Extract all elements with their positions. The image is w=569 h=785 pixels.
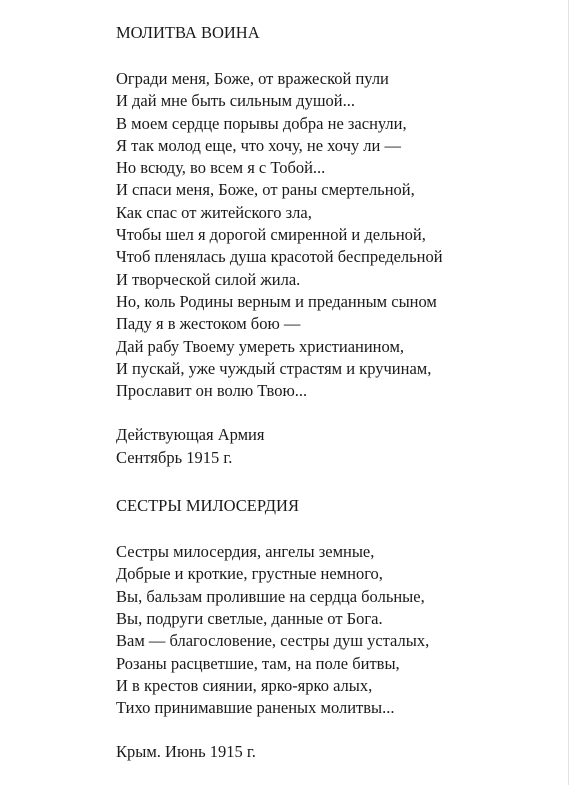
poem-section [116, 22, 556, 469]
poem-line: Но, коль Родины верным и преданным сыном [116, 291, 437, 311]
poem-section [116, 495, 556, 764]
poem-line: Вам — благословение, сестры душ усталых, [116, 631, 430, 651]
signature-place-date: Крым. Июнь 1915 г. [116, 742, 256, 762]
poem-line: Тихо принимавшие раненых молитвы... [116, 698, 395, 718]
poem-line: И творческой силой жила. [116, 269, 301, 289]
poem-line: Как спас от житейского зла, [116, 202, 312, 222]
poem-line: И пускай, уже чуждый страстям и кручинам, [116, 358, 432, 378]
poem-signature [116, 424, 556, 469]
poem-line: Но всюду, во всем я с Тобой... [116, 158, 326, 178]
signature-date: Сентябрь 1915 г. [116, 447, 233, 467]
poem-body [116, 541, 556, 719]
poem-line: Прославит он волю Твою... [116, 381, 308, 401]
poem-line: Вы, бальзам пролившие на сердца больные, [116, 586, 425, 606]
poem-line: Дай рабу Твоему умереть христианином, [116, 336, 405, 356]
poem-line: Вы, подруги светлые, данные от Бога. [116, 608, 383, 628]
poem-line: Я так молод еще, что хочу, не хочу ли — [116, 135, 401, 155]
poem-line: Добрые и кроткие, грустные немного, [116, 564, 383, 584]
poem-line: И спаси меня, Боже, от раны смертельной, [116, 180, 415, 200]
poem-separator [116, 469, 556, 495]
poem-line: В моем сердце порывы добра не заснули, [116, 113, 407, 133]
poem-line: Чтоб пленялась душа красотой беспредельной [116, 247, 443, 267]
poem-title: СЕСТРЫ МИЛОСЕРДИЯ [116, 496, 299, 516]
poem-signature [116, 741, 556, 763]
poem-title: МОЛИТВА ВОИНА [116, 23, 260, 42]
poem-line: Сестры милосердия, ангелы земные, [116, 542, 375, 562]
poem-line: Розаны расцветшие, там, на поле битвы, [116, 653, 400, 673]
poem-line: Чтобы шел я дорогой смиренной и дельной, [116, 225, 426, 245]
signature-place: Действующая Армия [116, 425, 265, 445]
page-content [116, 22, 556, 764]
poem-line: Паду я в жестоком бою — [116, 314, 301, 334]
poem-body [116, 68, 556, 402]
poem-line: И дай мне быть сильным душой... [116, 91, 355, 111]
poem-line: И в крестов сиянии, ярко-ярко алых, [116, 675, 373, 695]
poem-line: Огради меня, Боже, от вражеской пули [116, 69, 389, 88]
